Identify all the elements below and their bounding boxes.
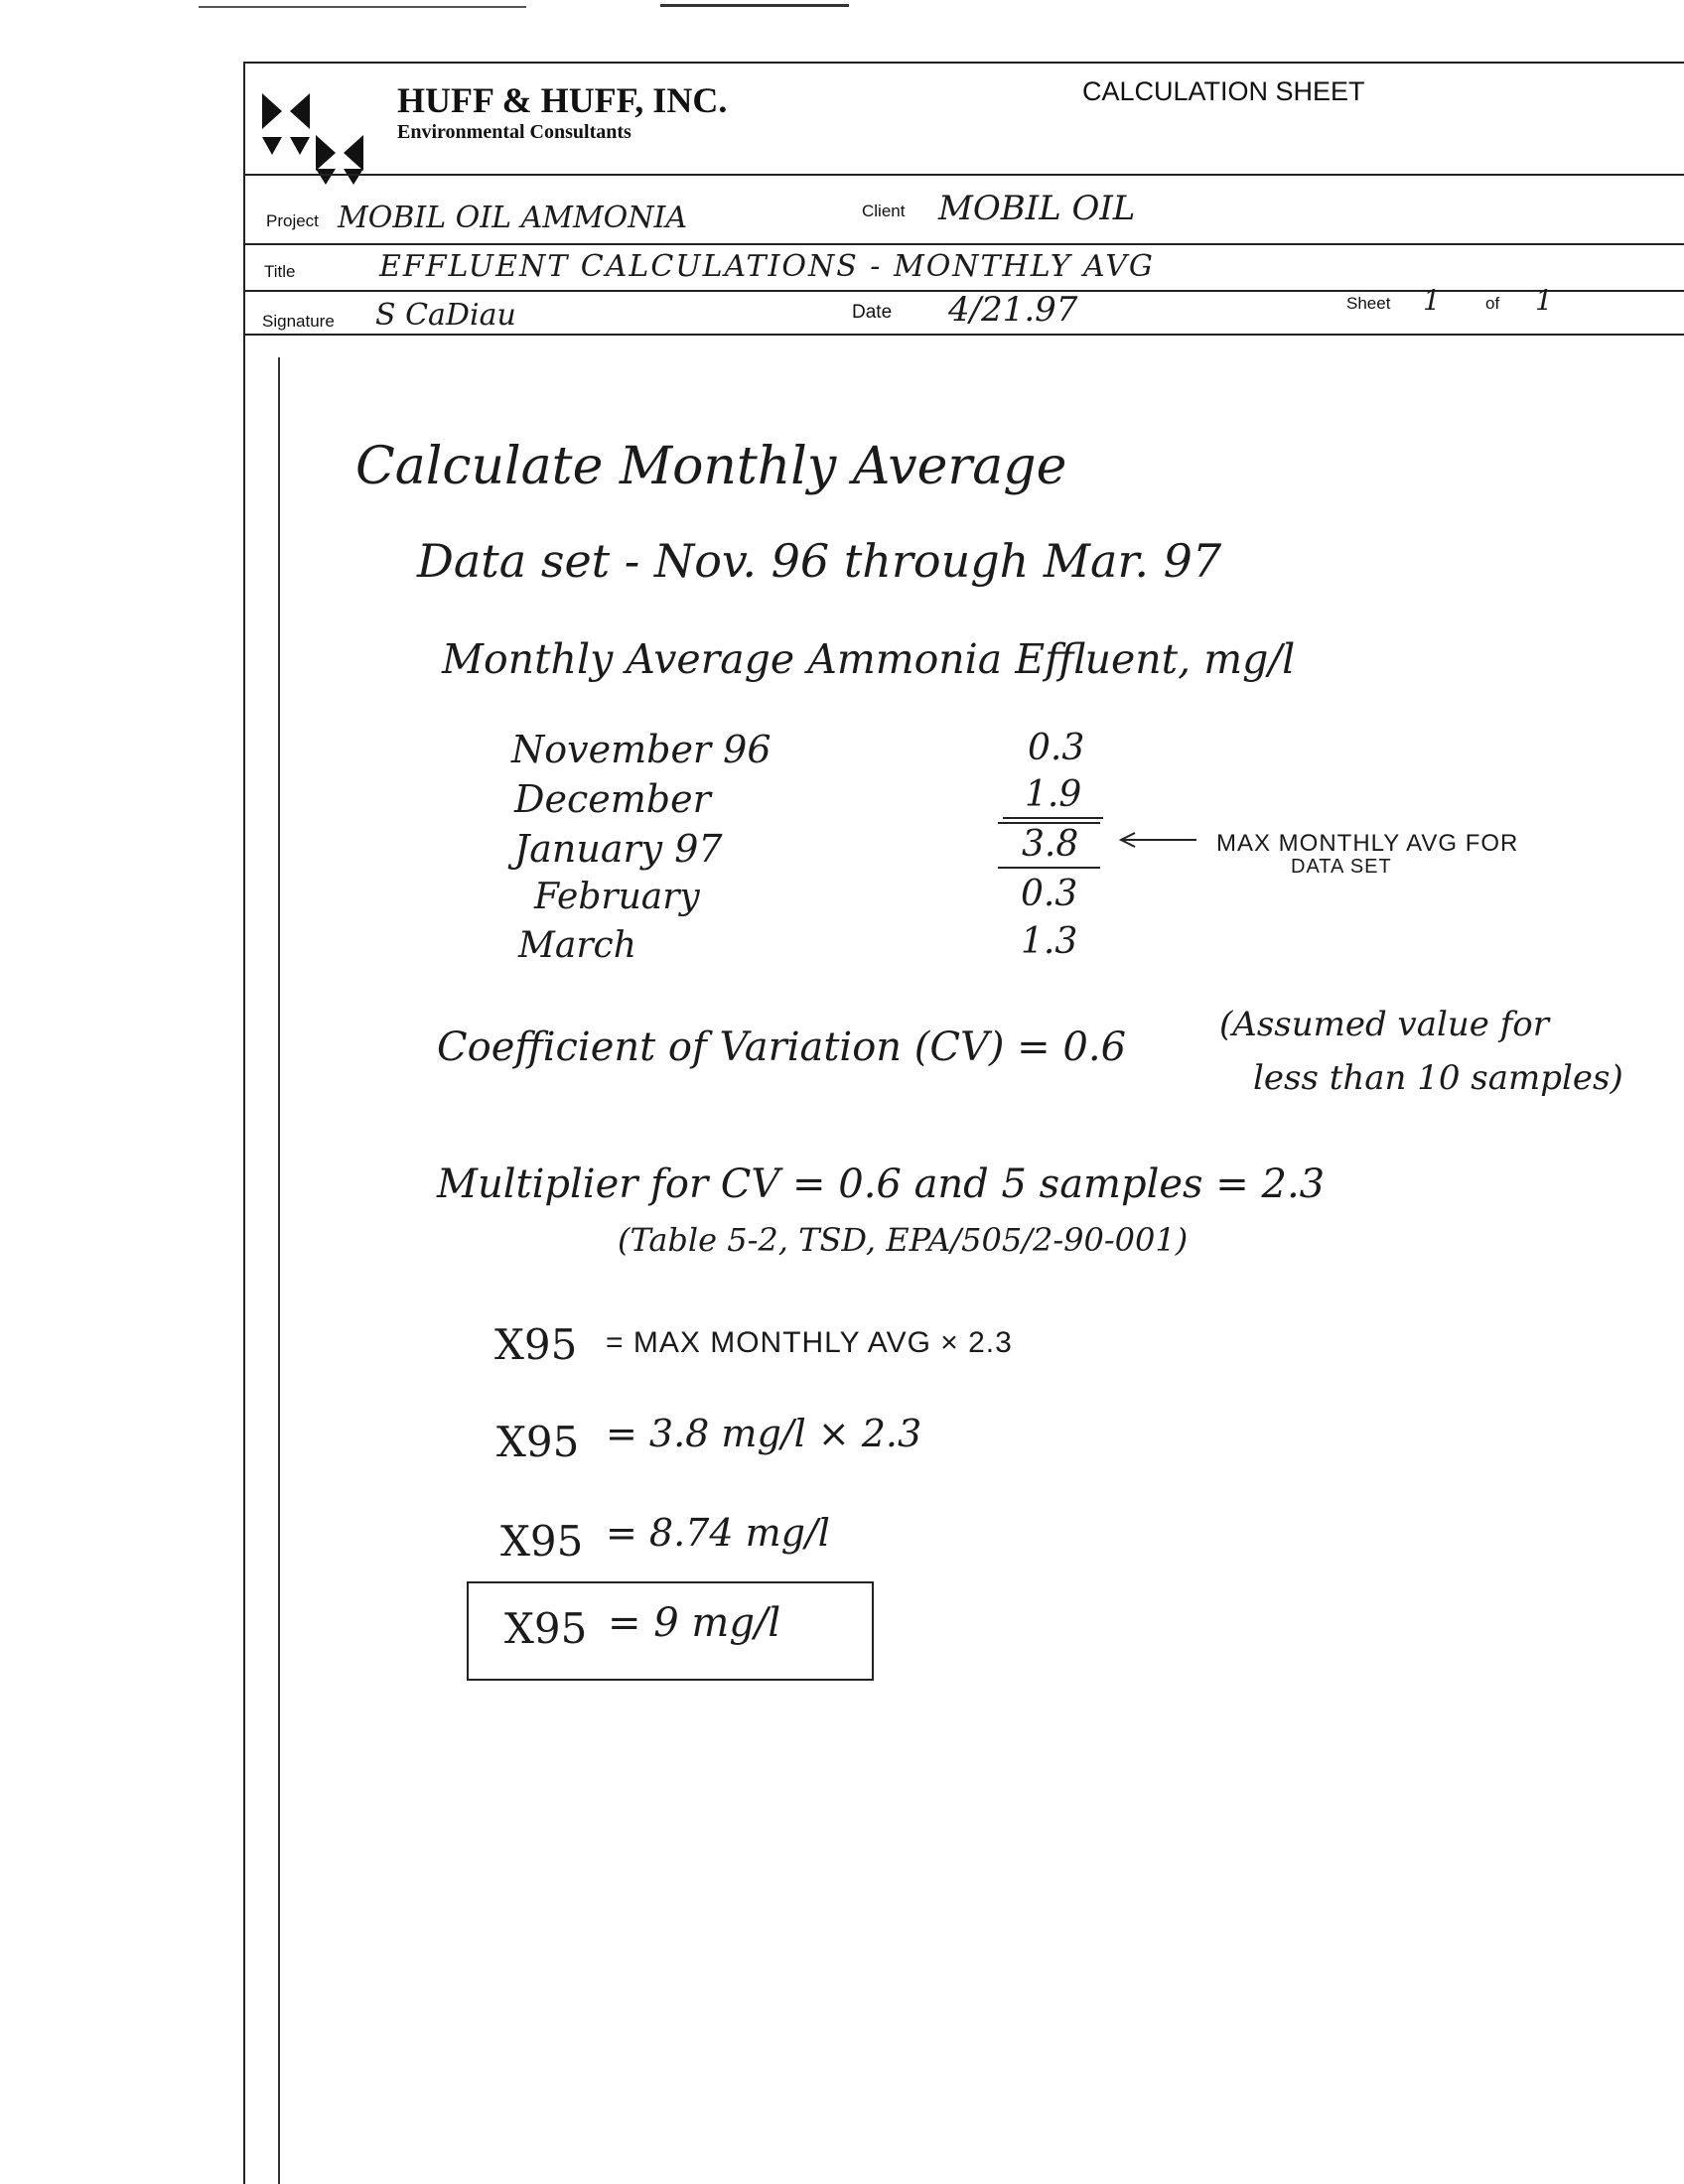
cv-note-line1: (Assumed value for — [1219, 1005, 1550, 1044]
max-note-line1: MAX MONTHLY AVG FOR — [1216, 830, 1519, 857]
frame-left-border — [243, 62, 245, 2184]
data-set-line: Data set - Nov. 96 through Mar. 97 — [417, 534, 1222, 588]
of-label: of — [1485, 294, 1500, 313]
sheet-value: 1 — [1423, 284, 1441, 317]
signature-value: S CaDiau — [375, 298, 516, 333]
eq4-rhs: = 9 mg/l — [608, 1600, 781, 1646]
date-value: 4/21.97 — [948, 290, 1078, 330]
month-march: March — [518, 925, 636, 966]
title-label: Title — [264, 262, 296, 281]
scan-line-top-mid — [660, 4, 849, 7]
multiplier-line: Multiplier for CV = 0.6 and 5 samples = 2.3 — [437, 1161, 1326, 1207]
value-february: 0.3 — [1021, 874, 1078, 914]
triangles-logo-icon — [260, 89, 377, 185]
value-december: 1.9 — [1003, 774, 1103, 819]
month-january: January 97 — [514, 827, 723, 871]
eq2-lhs: X95 — [496, 1418, 580, 1466]
eq2-rhs: = 3.8 mg/l × 2.3 — [606, 1412, 922, 1455]
value-march: 1.3 — [1021, 921, 1078, 962]
frame-inner-left-border — [278, 357, 280, 2184]
project-label: Project — [266, 211, 319, 230]
sheet-label: Sheet — [1346, 294, 1391, 313]
cv-note-line2: less than 10 samples) — [1253, 1058, 1623, 1098]
eq3-rhs: = 8.74 mg/l — [606, 1511, 830, 1555]
title-value: EFFLUENT CALCULATIONS - MONTHLY AVG — [379, 249, 1155, 284]
client-label: Client — [862, 202, 906, 220]
table-heading: Monthly Average Ammonia Effluent, mg/l — [442, 635, 1296, 683]
frame-top-border — [243, 62, 1684, 64]
of-value: 1 — [1535, 284, 1553, 317]
cv-line: Coefficient of Variation (CV) = 0.6 — [437, 1024, 1127, 1070]
signature-label: Signature — [262, 312, 335, 331]
eq4-lhs: X95 — [504, 1604, 588, 1653]
date-label: Date — [852, 302, 893, 323]
month-february: February — [534, 877, 700, 917]
month-december: December — [514, 777, 711, 821]
company-name: HUFF & HUFF, INC. — [397, 80, 728, 120]
sheet-title: CALCULATION SHEET — [1082, 76, 1365, 106]
scan-line-top-left — [199, 6, 526, 8]
eq1-lhs: X95 — [494, 1320, 578, 1369]
calc-heading: Calculate Monthly Average — [355, 437, 1067, 496]
left-arrow-icon — [1117, 830, 1196, 850]
max-note-line2: DATA SET — [1291, 856, 1392, 878]
multiplier-ref: (Table 5-2, TSD, EPA/505/2-90-001) — [618, 1221, 1189, 1259]
month-november: November 96 — [511, 728, 772, 771]
value-january: 3.8 — [998, 822, 1100, 869]
client-value: MOBIL OIL — [938, 189, 1136, 228]
signature-rule — [243, 334, 1684, 336]
eq1-rhs: = MAX MONTHLY AVG × 2.3 — [606, 1326, 1013, 1359]
company-tagline: Environmental Consultants — [397, 121, 632, 143]
project-value: MOBIL OIL AMMONIA — [338, 201, 688, 235]
value-november: 0.3 — [1028, 728, 1085, 768]
eq3-lhs: X95 — [500, 1517, 584, 1566]
project-rule — [243, 243, 1684, 245]
header-rule — [243, 174, 1684, 176]
